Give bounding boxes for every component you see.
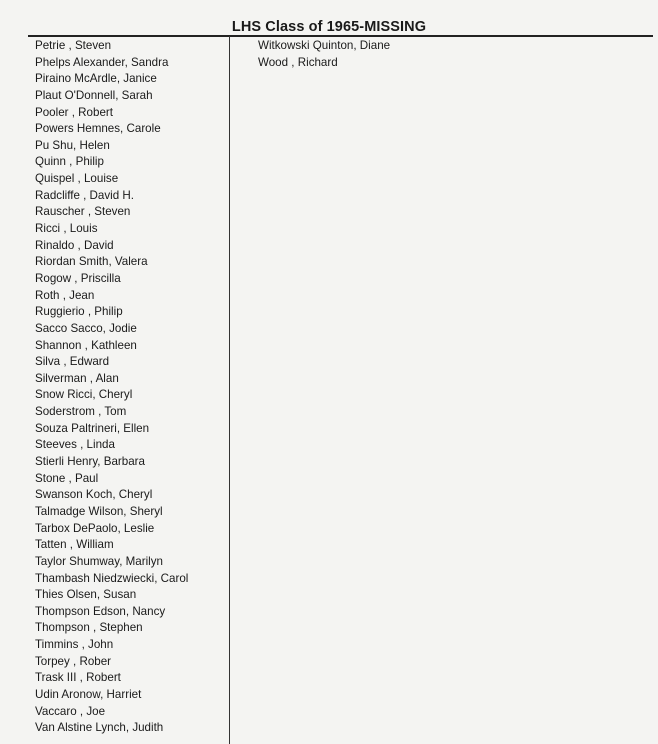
name-entry: Ricci , Louis: [35, 222, 98, 236]
name-entry: Thies Olsen, Susan: [35, 588, 137, 602]
name-entry: Trask III , Robert: [35, 671, 121, 685]
column-divider: [229, 36, 230, 744]
name-entry: Shannon , Kathleen: [35, 338, 137, 352]
name-entry: Thompson , Stephen: [35, 621, 143, 635]
name-entry: Rauscher , Steven: [35, 205, 131, 219]
name-entry: Radcliffe , David H.: [35, 188, 135, 202]
name-list-right-column: [258, 38, 648, 71]
name-entry: Powers Hemnes, Carole: [35, 122, 161, 136]
name-entry: Stone , Paul: [35, 471, 99, 485]
name-entry: Rinaldo , David: [35, 238, 114, 252]
name-entry: Thambash Niedzwiecki, Carol: [35, 571, 189, 585]
name-entry: Sacco Sacco, Jodie: [35, 321, 137, 335]
name-entry: Rogow , Priscilla: [35, 271, 121, 285]
name-entry: Swanson Koch, Cheryl: [35, 488, 153, 502]
name-entry: Taylor Shumway, Marilyn: [35, 554, 163, 568]
name-entry: Souza Paltrineri, Ellen: [35, 421, 150, 435]
name-entry: Udin Aronow, Harriet: [35, 687, 142, 701]
name-entry: Tatten , William: [35, 538, 114, 552]
name-entry: Snow Ricci, Cheryl: [35, 388, 133, 402]
name-entry: Phelps Alexander, Sandra: [35, 55, 169, 69]
name-entry: Quispel , Louise: [35, 172, 119, 186]
name-entry: Steeves , Linda: [35, 438, 115, 452]
name-entry: Roth , Jean: [35, 288, 95, 302]
name-list-left-column: [35, 38, 225, 737]
name-entry: Silverman , Alan: [35, 371, 119, 385]
name-entry: Witkowski Quinton, Diane: [258, 39, 391, 52]
name-entry: Tarbox DePaolo, Leslie: [35, 521, 155, 535]
name-entry: Wood , Richard: [258, 55, 338, 69]
name-entry: Talmadge Wilson, Sheryl: [35, 504, 163, 518]
name-entry: Pooler , Robert: [35, 105, 113, 119]
name-entry: Silva , Edward: [35, 355, 110, 369]
name-entry: Piraino McArdle, Janice: [35, 72, 157, 86]
name-entry: Quinn , Philip: [35, 155, 104, 169]
name-entry: Thompson Edson, Nancy: [35, 604, 166, 618]
name-entry: Riordan Smith, Valera: [35, 255, 148, 269]
page-title: LHS Class of 1965-MISSING: [231, 19, 427, 35]
name-entry: Soderstrom , Tom: [35, 405, 127, 419]
name-entry: Petrie , Steven: [35, 39, 112, 52]
name-entry: Vaccaro , Joe: [35, 704, 106, 718]
name-entry: Pu Shu, Helen: [35, 138, 110, 152]
name-entry: Torpey , Rober: [35, 654, 112, 668]
title-underline: [28, 35, 653, 37]
name-entry: Timmins , John: [35, 638, 114, 652]
name-entry: Stierli Henry, Barbara: [35, 455, 145, 469]
name-entry: Ruggierio , Philip: [35, 305, 123, 319]
name-entry: Plaut O'Donnell, Sarah: [35, 88, 153, 102]
name-entry: Van Alstine Lynch, Judith: [35, 721, 164, 735]
